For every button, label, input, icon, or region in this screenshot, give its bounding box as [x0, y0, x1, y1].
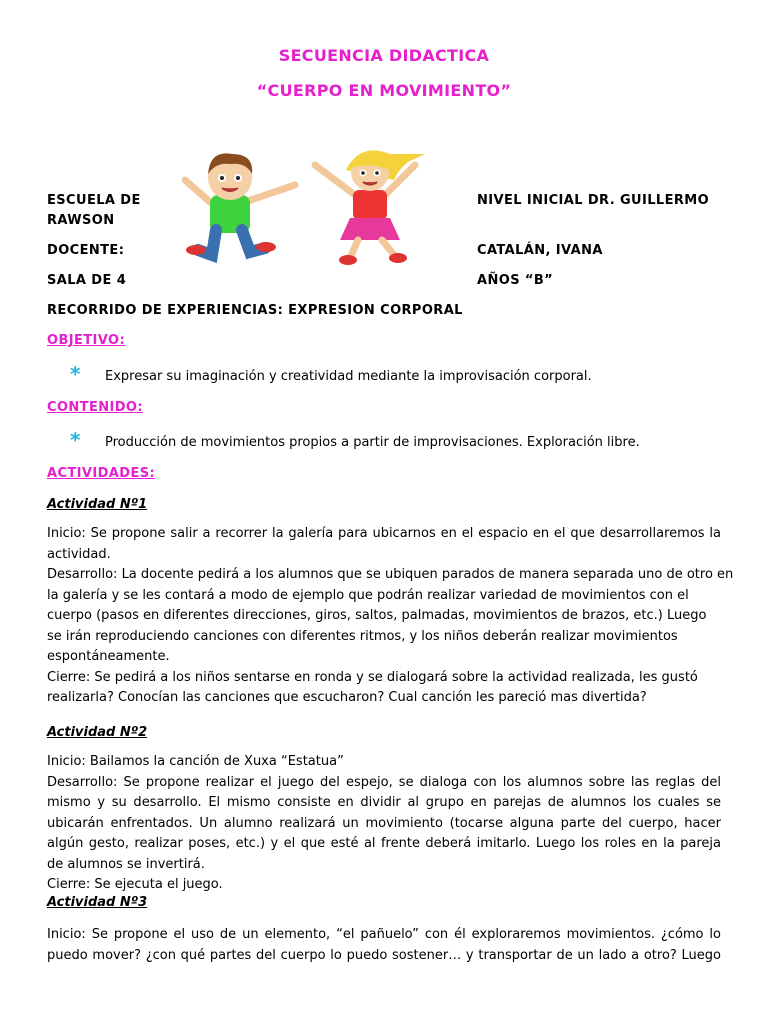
- actividad-3-title: Actividad Nº3: [47, 895, 148, 910]
- paragraph-line: realizarla? Conocían las canciones que escucharon? Cual canción les pareció mas divertida?: [47, 690, 647, 705]
- actividad-1-title: Actividad Nº1: [47, 497, 148, 512]
- paragraph-line: Inicio: Se propone el uso de un elemento, “el pañuelo” con él exploraremos movimientos. ¿cómo lo: [47, 927, 721, 942]
- actividad-1-body: [47, 524, 734, 709]
- paragraph-line: mismo y su desarrollo. El mismo consiste en dividir al grupo en parejas de alumnos los cuales se: [47, 795, 721, 810]
- paragraph-line: la galería y se les contará a modo de ejemplo que podrán realizar variedad de movimientos con el: [47, 587, 689, 603]
- objetivo-heading: OBJETIVO:: [47, 333, 126, 348]
- paragraph-line: Cierre: Se ejecuta el juego.: [47, 877, 223, 892]
- actividad-3-body: [47, 925, 721, 966]
- paragraph-line: Desarrollo: Se propone realizar el juego del espejo, se dialoga con los alumnos sobre las reglas del: [47, 774, 721, 790]
- docente-value: CATALÁN, IVANA: [477, 243, 603, 258]
- paragraph-line: puedo mover? ¿con qué partes del cuerpo lo puedo sostener… y transportar de un lado a otro? Luego: [47, 947, 721, 963]
- paragraph-line: cuerpo (pasos en diferentes direcciones, giros, saltos, palmadas, movimientos de brazos, etc.) Luego: [47, 608, 707, 623]
- objetivo-text: Expresar su imaginación y creatividad mediante la improvisación corporal.: [105, 369, 592, 384]
- contenido-heading: CONTENIDO:: [47, 400, 143, 415]
- sala-label: SALA DE 4: [47, 273, 127, 288]
- jumping-children-illustration: [150, 140, 450, 280]
- docente-label: DOCENTE:: [47, 243, 125, 258]
- actividad-2-title: Actividad Nº2: [47, 725, 148, 740]
- document-subtitle: “CUERPO EN MOVIMIENTO”: [256, 81, 512, 100]
- paragraph-line: Desarrollo: La docente pedirá a los alumnos que se ubiquen parados de manera separada uno de otro en: [47, 567, 734, 582]
- paragraph-line: de alumnos se invertirá.: [47, 856, 205, 872]
- objetivo-bullet-icon: *: [70, 362, 81, 386]
- school-name-right: NIVEL INICIAL DR. GUILLERMO: [477, 193, 710, 208]
- paragraph-line: se irán reproduciendo canciones con diferentes ritmos, y los niños deberán realizar movimientos: [47, 628, 678, 644]
- paragraph-line: Cierre: Se pedirá a los niños sentarse en ronda y se dialogará sobre la actividad realizada, les gustó: [47, 669, 698, 685]
- school-name-left: ESCUELA DE: [47, 193, 141, 208]
- paragraph-line: ubicarán enfrentados. Un alumno realizará un movimiento (tocarse alguna parte del cuerpo, hacer: [47, 815, 721, 831]
- paragraph-line: Inicio: Bailamos la canción de Xuxa “Estatua”: [47, 754, 344, 769]
- paragraph-line: Inicio: Se propone salir a recorrer la galería para ubicarnos en el espacio en el que desarrollaremos la: [47, 526, 721, 541]
- contenido-bullet-icon: *: [70, 428, 81, 452]
- girl-figure: [315, 150, 425, 265]
- paragraph-line: espontáneamente.: [47, 649, 170, 664]
- sala-value: AÑOS “B”: [477, 273, 554, 288]
- contenido-text: Producción de movimientos propios a partir de improvisaciones. Exploración libre.: [105, 435, 640, 450]
- paragraph-line: algún gesto, realizar poses, etc.) y el que esté al frente deberá imitarlo. Luego los roles en la pareja: [47, 836, 721, 851]
- actividades-heading: ACTIVIDADES:: [47, 466, 156, 481]
- recorrido-line: RECORRIDO DE EXPERIENCIAS: EXPRESION CORPORAL: [47, 303, 463, 318]
- school-name-left-2: RAWSON: [47, 213, 115, 228]
- boy-figure: [185, 153, 295, 255]
- actividad-2-body: [47, 752, 721, 896]
- document-title: SECUENCIA DIDACTICA: [278, 46, 490, 65]
- paragraph-line: actividad.: [47, 546, 111, 562]
